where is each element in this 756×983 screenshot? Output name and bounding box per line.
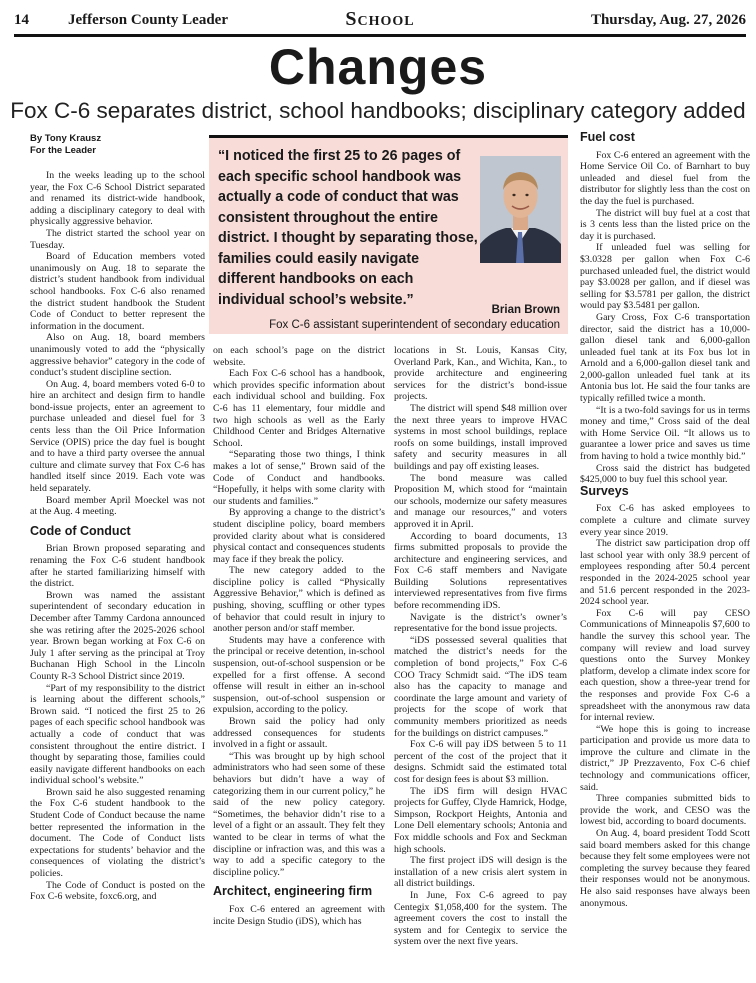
subheadline: Fox C-6 separates district, school handbooks; disciplinary category added — [10, 98, 746, 123]
paragraph: Students may have a conference with the principal or receive detention, in-school suspension, out-of-school suspension or be expelled for a first offense. A second offense will result in either an in-school suspension, out-of-school suspension or expulsion, according to the policy. — [213, 634, 385, 716]
paragraph: On Aug. 4, board members voted 6-0 to hire an architect and design firm to handle bond-issue projects, enter an agreement to purchase unleaded and diesel fuel for 3 cents less than the Oil Price Information Service (OPIS) price the day fuel is bought and to have a third party oversee the annual culture and climate survey that Fox C-6 has handled itself since 2019. Each vote was held separately. — [30, 378, 205, 495]
section-heading-code-of-conduct: Code of Conduct — [30, 523, 131, 538]
paragraph: The first project iDS will design is the installation of a new crisis alert system in all district buildings. — [394, 855, 567, 890]
masthead — [14, 8, 746, 37]
paragraph: Fox C-6 entered an agreement with the Home Service Oil Co. of Barnhart to buy unleaded and diesel fuel from the distributor for slightly less than the cost on the day the fuel is purchased. — [580, 149, 750, 207]
paragraph: In June, Fox C-6 agreed to pay Centegix $1,058,400 for the system. The agreement covers the cost to install the system and for Centegix to service the system over the next five years. — [394, 889, 567, 948]
headline: Changes — [268, 39, 488, 95]
paragraph: Board member April Moeckel was not at the Aug. 4 meeting. — [30, 494, 205, 518]
pullquote-box — [209, 135, 568, 334]
section-heading-fuel-cost: Fuel cost — [580, 130, 635, 144]
paragraph: Fox C-6 will pay CESO Communications of Minneapolis $7,600 to handle the survey this school year. The company will review and load survey questions onto the Survey Monkey platform, develop a climate index score for each question, show a three-year trend for the responses and provide Fox C-6 a spreadsheet with the anonymous raw data for internal review. — [580, 607, 750, 724]
paragraph: Fox C-6 will pay iDS between 5 to 11 percent of the cost of the project that it designs. Schmidt said the estimated total cost for design fees is about $3 million. — [394, 739, 567, 785]
paragraph: According to board documents, 13 firms submitted proposals to provide the architecture and engineering services, and Fox C-6 staff members and Navigate Building Solutions representatives interviewed representatives from five firms before recommending iDS. — [394, 530, 567, 612]
portrait-illustration — [480, 156, 561, 263]
issue-date: Thursday, Aug. 27, 2026 — [590, 12, 746, 28]
paragraph: The new category added to the discipline policy is called “Physically Aggressive Behavior,” which is defined as pushing, shoving, scuffling or other types of behavior that could result in injury to another person and/or staff member. — [213, 565, 385, 635]
paragraph: Fox C-6 entered an agreement with incite Design Studio (iDS), which has — [213, 903, 385, 927]
paragraph: Brown said he also suggested renaming the Fox C-6 student handbook to the Student Code of Conduct because the name better represented the information in the document. The Code of Conduct lists expectations for students’ behavior and the consequences of violating the district’s policies. — [30, 786, 205, 880]
paragraph: The district will spend $48 million over the next three years to improve HVAC systems in most school buildings, replace roofs on some buildings, install improved safety and security measures in all buildings and pay off existing leases. — [394, 402, 567, 472]
paragraph: The iDS firm will design HVAC projects for Guffey, Clyde Hamrick, Hodge, Simpson, Rockport Heights, Antonia and Lone Dell elementary schools; Antonia and Fox middle schools and Fox and Seckman high schools. — [394, 785, 567, 855]
paragraph: on each school’s page on the district website. — [213, 345, 385, 368]
paragraph: “iDS possessed several qualities that matched the district’s needs for the completion of bond projects,” Fox C-6 COO Tracy Schmidt said. “The iDS team also has the capacity to manage and coordinate the large amount and variety of projects for the scope of work that community members prioritized as needs for the buildings on district campuses.” — [394, 634, 567, 739]
paragraph: By approving a change to the district’s student discipline policy, board members provided clarity about what is considered physical contact and consequences students may face if they break the policy. — [213, 507, 385, 565]
pullquote-name: Brian Brown — [491, 304, 560, 316]
byline — [30, 133, 205, 157]
paragraph: Brown was named the assistant superintendent of secondary education in December after Tammy Cardona announced she was retiring after the 2025-2026 school year. Brown began working at Fox C-6 on July 1 after serving as the principal at Troy Buchanan High School in the Lincoln County R-3 School District since 2019. — [30, 589, 205, 682]
paragraph: The bond measure was called Proposition M, which stood for “maintain our schools, modernize our safety measures and manage our resources,” and voters approved it in April. — [394, 472, 567, 530]
paragraph: “Part of my responsibility to the district is learning about the different schools,” Brown said. “I noticed the first 25 to 26 pages of each specific school handbook was actually a code of conduct that was consistent throughout the entire district. I thought by separating those, families could easily navigate different handbooks on each individual school’s website.” — [30, 682, 205, 787]
article-column-3 — [394, 345, 567, 948]
paragraph: Each Fox C-6 school has a handbook, which provides specific information about each individual school and building. Fox C-6 has 11 elementary, four middle and two high schools as well as the Early Childhood Center and Bridges Alternative School. — [213, 368, 385, 449]
paragraph: Brian Brown proposed separating and renaming the Fox C-6 student handbook after he started familiarizing himself with the district. — [30, 543, 205, 590]
paragraph: Board of Education members voted unanimously on Aug. 18 to separate the district’s student handbook from individual school handbooks. Fox C-6 also renamed the district student handbook the Student Code of Conduct to better represent the information in the document. — [30, 251, 205, 332]
article-column-4 — [580, 132, 750, 909]
pullquote-title: Fox C-6 assistant superintendent of secondary education — [269, 319, 560, 331]
page-number: 14 — [14, 12, 29, 28]
paragraph: Gary Cross, Fox C-6 transportation director, said the district has a 10,000-gallon diesel tank and 6,000-gallon unleaded fuel tank at its Fox bus lot in Arnold and a 6,000-gallon diesel tank and 2,000-gallon unleaded fuel tank at its Antonia bus lot. He said the four tanks are typically refilled twice a month. — [580, 311, 750, 405]
paragraph: Cross said the district has budgeted $425,000 to buy fuel this school year. — [580, 462, 750, 486]
article-column-2 — [213, 345, 385, 927]
section-heading-architect: Architect, engineering firm — [213, 884, 373, 899]
paragraph: Fox C-6 has asked employees to complete a culture and climate survey every year since 2019. — [580, 503, 750, 538]
paragraph: If unleaded fuel was selling for $3.0328 per gallon when Fox C-6 purchased unleaded fuel, the district would pay $3.0028 per gallon, and if diesel was selling for $3.5781 per gallon, the district would pay $3.5481 per gallon. — [580, 242, 750, 312]
paper-name: Jefferson County Leader — [68, 12, 228, 28]
paragraph: In the weeks leading up to the school year, the Fox C-6 School District separated and renamed its district-wide handbook, adding a disciplinary category to deal with physically aggressive behavior. — [30, 170, 205, 228]
paragraph: locations in St. Louis, Kansas City, Overland Park, Kan., and Wichita, Kan., to provide architecture and engineering services for the district’s bond-issue projects. — [394, 345, 567, 403]
paragraph: “We hope this is going to increase participation and provide us more data to improve the culture and climate in the district,” JP Prezzavento, Fox C-6 chief technology and communications officer, said. — [580, 723, 750, 793]
pullquote-text: “I noticed the first 25 to 26 pages of each specific school handbook was actually a code of conduct that was consistent throughout the entire district. I thought by separating those, families could easily navigate different handbooks on each individual school’s website.” — [218, 148, 478, 308]
paragraph: Brown said the policy had only addressed consequences for students involved in a fight or assault. — [213, 716, 385, 751]
paragraph: The district will buy fuel at a cost that is 3 cents less than the listed price on the day it is purchased. — [580, 207, 750, 242]
paragraph: Also on Aug. 18, board members unanimously voted to add the “physically aggressive behavior” category in the code of conduct’s student discipline section. — [30, 332, 205, 379]
paragraph: Three companies submitted bids to provide the work, and CESO was the lowest bid, according to board documents. — [580, 793, 750, 828]
paragraph: “This was brought up by high school administrators who had seen some of these behaviors but didn’t have a way of categorizing them in our current policy,” he said of the new policy category. “Sometimes, the behavior didn’t rise to a level of a fight or an assault. They felt they wanted to be clear in terms of what the discipline or infraction was, and this was a way to add a specific category to the discipline policy.” — [213, 750, 385, 878]
paragraph: “It is a two-fold savings for us in terms money and time,” Cross said of the deal with Home Service Oil. “It allows us to guarantee a lower price and saves us time from having to hold a twice monthly bid.” — [580, 404, 750, 463]
paragraph: The district started the school year on Tuesday. — [30, 227, 205, 251]
paragraph: On Aug. 4, board president Todd Scott said board members asked for this change because they felt some employees were not completing the survey because they feared their responses would not be anonymous. He also said responses have always been anonymous. — [580, 828, 750, 909]
article-column-1 — [30, 170, 205, 903]
portrait-photo — [480, 156, 561, 263]
paragraph: The Code of Conduct is posted on the Fox C-6 website, foxc6.org, and — [30, 879, 205, 903]
byline-author: By Tony Krausz — [30, 133, 102, 144]
paragraph: The district saw participation drop off last school year with only 38.9 percent of employees responding after 50.4 percent responded in the 2024-2025 school year and 51.6 percent responded in the 2023-2024 school year. — [580, 538, 750, 608]
paragraph: Navigate is the district’s owner’s representative for the bond issue projects. — [394, 611, 567, 635]
section-heading-surveys: Surveys — [580, 483, 629, 498]
paragraph: “Separating those two things, I think makes a lot of sense,” Brown said of the Code of Conduct and handbooks. “Hopefully, it helps with some clarity with our students and families.” — [213, 449, 385, 507]
byline-affiliation: For the Leader — [30, 145, 96, 156]
section-name: School — [345, 8, 415, 30]
